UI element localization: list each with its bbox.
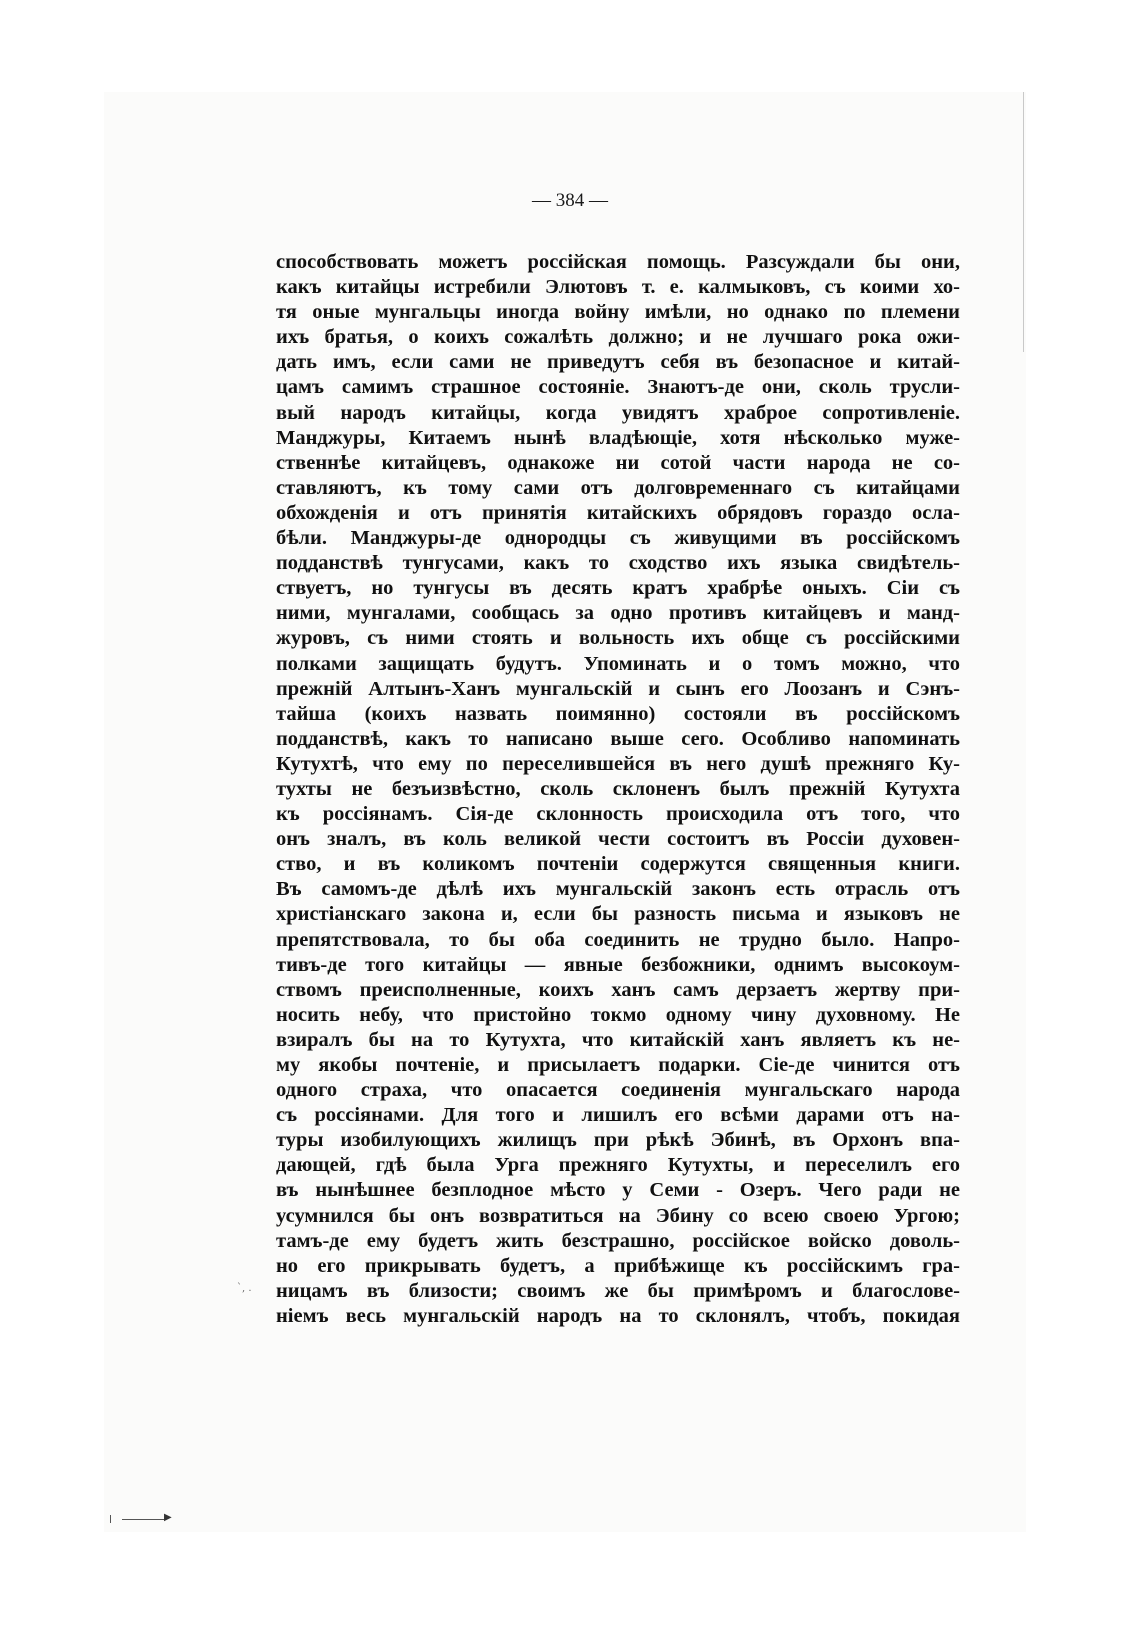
margin-mark: `, . (237, 1283, 252, 1294)
text-line: взиралъ бы на то Кутухта, что китайскій ханъ являетъ къ не- (276, 1028, 960, 1051)
text-line: ственнѣе китайцевъ, однакоже ни сотой части народа не со- (276, 451, 960, 474)
text-line: ство, и въ коликомъ почтеніи содержутся священныя книги. (276, 853, 960, 876)
text-line: тивъ-де того китайцы — явные безбожники, однимъ высокоум- (276, 953, 960, 976)
text-line: въ нынѣшнее безплодное мѣсто у Семи - Озеръ. Чего ради не (276, 1179, 960, 1202)
text-line: онъ зналъ, въ коль великой чести состоитъ въ Россіи духовен- (276, 828, 960, 851)
text-line: тамъ-де ему будетъ жить безстрашно, россійское войско доволь- (276, 1229, 960, 1252)
text-line: обхожденія и отъ принятія китайскихъ обрядовъ гораздо осла- (276, 501, 960, 524)
body-text (276, 250, 960, 1329)
text-line: му якобы почтеніе, и присылаетъ подарки. Сіе-де чинится отъ (276, 1054, 960, 1076)
text-line: носить небу, что пристойно токмо одному чину духовному. Не (276, 1003, 960, 1026)
text-line: подданствѣ, какъ то написано выше сего. Особливо напоминать (276, 727, 960, 750)
text-line: ними, мунгалами, сообщась за одно противъ китайцевъ и манд- (276, 602, 960, 625)
text-line: какъ китайцы истребили Элютовъ т. е. калмыковъ, съ коими хо- (276, 276, 960, 299)
text-line: дать имъ, если сами не приведутъ себя въ безопасное и китай- (276, 351, 960, 374)
text-line: журовъ, съ ними стоять и вольность ихъ обще съ россійскими (276, 627, 960, 650)
text-line: вый народъ китайцы, когда увидятъ храброе сопротивленіе. (276, 401, 960, 424)
text-line: ствомъ преисполненные, коихъ ханъ самъ дерзаетъ жертву при- (276, 978, 960, 1001)
text-line: Кутухтѣ, что ему по переселившейся въ него душѣ прежняго Ку- (276, 752, 960, 775)
page-number: — 384 — (532, 190, 608, 211)
text-line: тя оные мунгальцы иногда войну имѣли, но однако по племени (276, 301, 960, 324)
text-line: Въ самомъ-де дѣлѣ ихъ мунгальскій законъ есть отрасль отъ (276, 878, 960, 901)
text-line: способствовать можетъ россійская помощь. Разсуждали бы они, (276, 251, 960, 273)
text-line: ницамъ въ близости; своимъ же бы примѣромъ и благослове- (276, 1279, 960, 1302)
text-line: ствуетъ, но тунгусы въ десять кратъ храбрѣе оныхъ. Сіи съ (276, 577, 960, 600)
margin-arrow-mark: ▶ (110, 1513, 170, 1523)
text-line: христіанскаго закона и, если бы разность письма и языковъ не (276, 903, 960, 926)
text-line: подданствѣ тунгусами, какъ то сходство ихъ языка свидѣтель- (276, 552, 960, 575)
text-line: ніемъ весь мунгальскій народъ на то склонялъ, чтобъ, покидая (276, 1304, 960, 1327)
text-line: одного страха, что опасается соединенія мунгальскаго народа (276, 1079, 960, 1102)
text-line: туры изобилующихъ жилищъ при рѣкѣ Эбинѣ, въ Орхонъ впа- (276, 1129, 960, 1152)
text-line: препятствовала, то бы оба соединить не трудно было. Напро- (276, 928, 960, 951)
text-line: бѣли. Манджуры-де однородцы съ живущими въ россійскомъ (276, 527, 960, 550)
text-line: Манджуры, Китаемъ нынѣ владѣющіе, хотя нѣсколько муже- (276, 426, 960, 449)
text-line: къ россіянамъ. Сія-де склонность происходила отъ того, что (276, 803, 960, 826)
text-line: съ россіянами. Для того и лишилъ его всѣми дарами отъ на- (276, 1104, 960, 1127)
text-line: тайша (коихъ назвать поимянно) состояли въ россійскомъ (276, 702, 960, 725)
text-line: но его прикрывать будетъ, а прибѣжище къ россійскимъ гра- (276, 1254, 960, 1277)
text-line: дающей, гдѣ была Урга прежняго Кутухты, и переселилъ его (276, 1154, 960, 1177)
text-line: цамъ самимъ страшное состояніе. Знаютъ-де они, сколь трусли- (276, 376, 960, 399)
text-line: тухты не безъизвѣстно, сколь склоненъ былъ прежній Кутухта (276, 777, 960, 800)
page-edge-line (1023, 92, 1024, 352)
text-line: ихъ братья, о коихъ сожалѣть должно; и не лучшаго рока ожи- (276, 326, 960, 349)
text-line: ставляютъ, къ тому сами отъ долговременнаго съ китайцами (276, 476, 960, 499)
text-line: усумнился бы онъ возвратиться на Эбину со всею своею Ургою; (276, 1204, 960, 1227)
text-line: прежній Алтынъ-Ханъ мунгальскій и сынъ его Лоозанъ и Сэнъ- (276, 677, 960, 700)
text-line: полками защищать будутъ. Упоминать и о томъ можно, что (276, 652, 960, 675)
